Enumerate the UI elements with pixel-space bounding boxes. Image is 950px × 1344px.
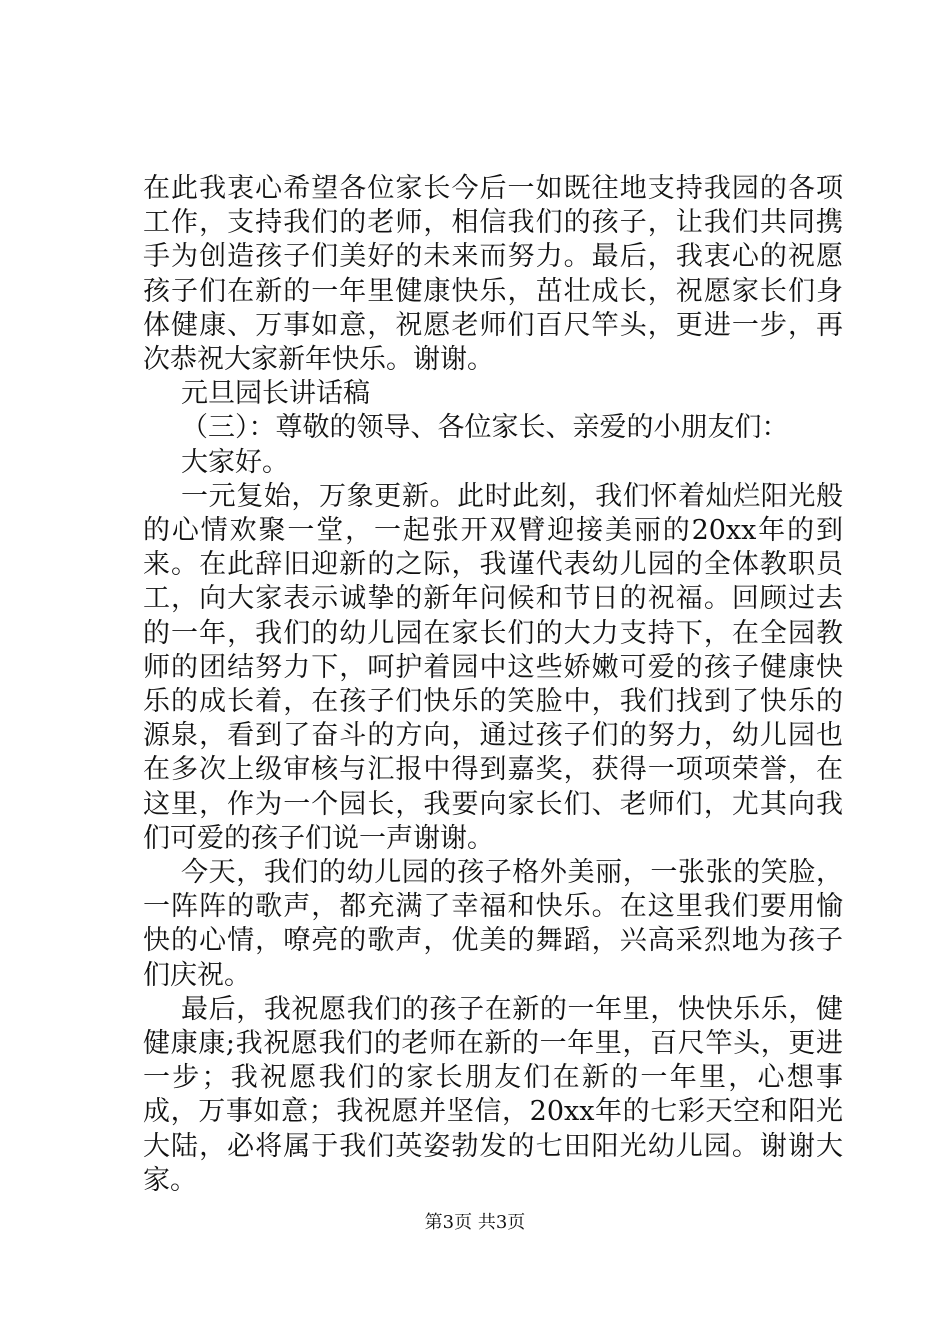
paragraph-today: 今天，我们的幼儿园的孩子格外美丽，一张张的笑脸，一阵阵的歌声，都充满了幸福和快乐。在这里我们要用愉快的心情，嘹亮的歌声，优美的舞蹈，兴高采烈地为孩子们庆祝。: [143, 857, 843, 991]
paragraph-closing-wishes: 在此我衷心希望各位家长今后一如既往地支持我园的各项工作，支持我们的老师，相信我们的孩子，让我们共同携手为创造孩子们美好的未来而努力。最后，我衷心的祝愿孩子们在新的一年里健康快乐，茁壮成长，祝愿家长们身体健康、万事如意，祝愿老师们百尺竿头，更进一步，再次恭祝大家新年快乐。谢谢。: [143, 173, 843, 376]
salutation: （三）：尊敬的领导、各位家长、亲爱的小朋友们：: [181, 412, 789, 444]
section-title: 元旦园长讲话稿: [181, 378, 370, 410]
page-footer: 第3页 共3页: [424, 1212, 526, 1233]
paragraph-new-year: 一元复始，万象更新。此时此刻，我们怀着灿烂阳光般的心情欢聚一堂，一起张开双臂迎接美丽的20xx年的到来。在此辞旧迎新的之际，我谨代表幼儿园的全体教职员工，向大家表示诚挚的新年问候和节日的祝福。回顾过去的一年，我们的幼儿园在家长们的大力支持下，在全园教师的团结努力下，呵护着园中这些娇嫩可爱的孩子健康快乐的成长着，在孩子们快乐的笑脸中，我们找到了快乐的源泉，看到了奋斗的方向，通过孩子们的努力，幼儿园也在多次上级审核与汇报中得到嘉奖，获得一项项荣誉，在这里，作为一个园长，我要向家长们、老师们，尤其向我们可爱的孩子们说一声谢谢。: [143, 480, 843, 854]
document-body: [143, 172, 843, 1198]
paragraph-final-wishes: 最后，我祝愿我们的孩子在新的一年里，快快乐乐，健健康康;我祝愿我们的老师在新的一年里，百尺竿头，更进一步；我祝愿我们的家长朋友们在新的一年里，心想事成，万事如意；我祝愿并坚信，20xx年的七彩天空和阳光大陆，必将属于我们英姿勃发的七田阳光幼儿园。谢谢大家。: [143, 993, 843, 1196]
greeting: 大家好。: [181, 446, 289, 478]
